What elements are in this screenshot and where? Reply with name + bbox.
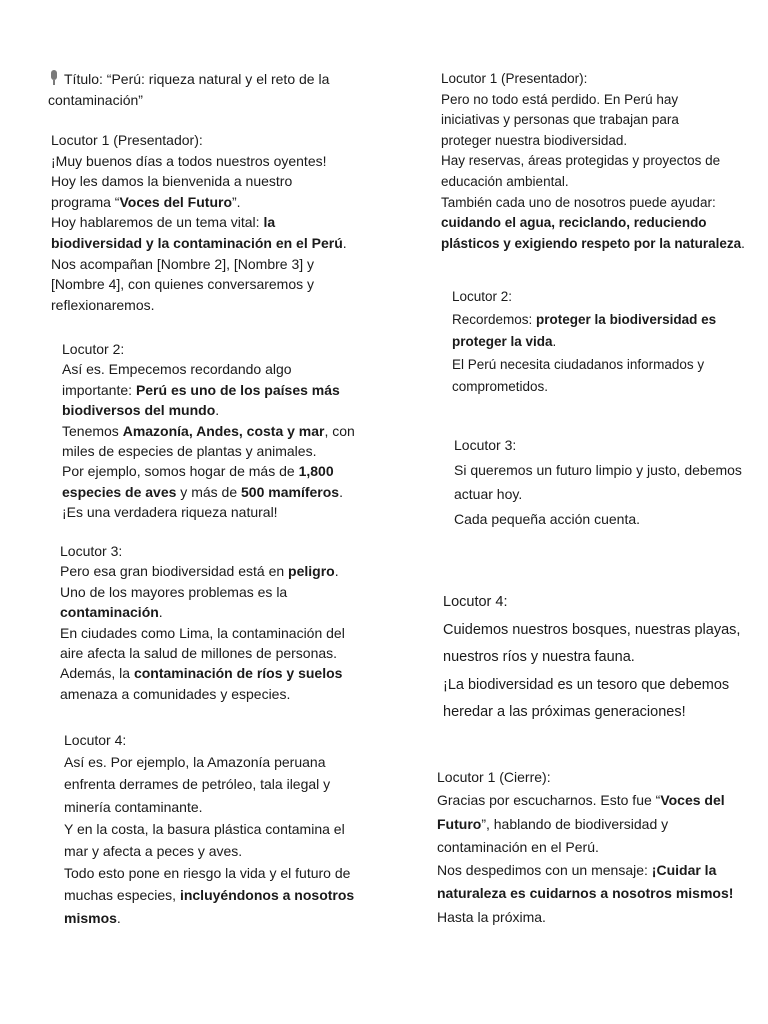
script-line: Hay reservas, áreas protegidas y proyectos de	[441, 153, 721, 169]
script-line: nuestros ríos y nuestra fauna.	[443, 649, 635, 665]
script-line: miles de especies de plantas y animales.	[62, 443, 317, 460]
script-block-locutor3	[60, 541, 345, 704]
script-line: ¡Es una verdadera riqueza natural!	[62, 504, 278, 521]
script-line: Hoy hablaremos de un tema vital: la	[51, 214, 276, 231]
script-block-locutor1-closing	[437, 766, 733, 929]
script-line: minería contaminante.	[64, 798, 203, 815]
speaker-label: Locutor 2:	[452, 289, 513, 304]
script-line: Futuro”, hablando de biodiversidad y	[437, 815, 669, 832]
microphone-icon	[48, 70, 60, 86]
script-line: ¡La biodiversidad es un tesoro que debemos	[443, 676, 730, 693]
script-line: comprometidos.	[452, 379, 549, 394]
script-line: En ciudades como Lima, la contaminación del	[60, 624, 345, 641]
script-line: enfrenta derrames de petróleo, tala ilegal y	[64, 776, 331, 793]
script-line: actuar hoy.	[454, 486, 523, 502]
script-line: importante: Perú es uno de los países más	[62, 381, 340, 398]
script-block-locutor2	[62, 339, 355, 523]
script-block-locutor4-closing	[443, 589, 740, 727]
script-line: programa “Voces del Futuro”.	[51, 193, 241, 210]
script-block-locutor2-closing	[452, 286, 716, 399]
script-line: muchas especies, incluyéndonos a nosotros	[64, 887, 355, 904]
speaker-label: Locutor 4:	[443, 594, 508, 610]
script-line: reflexionaremos.	[51, 296, 155, 313]
script-line: Pero no todo está perdido. En Perú hay	[441, 91, 679, 107]
speaker-label: Locutor 1 (Cierre):	[437, 769, 551, 785]
script-line: Uno de los mayores problemas es la	[60, 583, 288, 600]
script-line: Si queremos un futuro limpio y justo, debemos	[454, 461, 742, 478]
script-line: Así es. Empecemos recordando algo	[62, 361, 292, 378]
script-line: ¡Muy buenos días a todos nuestros oyentes!	[51, 152, 327, 169]
script-line: Tenemos Amazonía, Andes, costa y mar, con	[62, 422, 355, 439]
script-line: aire afecta la salud de millones de personas.	[60, 645, 338, 662]
script-line: proteger nuestra biodiversidad.	[441, 132, 628, 148]
speaker-label: Locutor 3:	[454, 437, 517, 453]
script-line: Cuidemos nuestros bosques, nuestras playas,	[443, 621, 741, 638]
script-block-locutor4	[64, 729, 354, 929]
script-line: contaminación.	[60, 604, 163, 621]
script-line: mismos.	[64, 909, 121, 926]
speaker-label: Locutor 1 (Presentador):	[51, 132, 203, 148]
speaker-label: Locutor 2:	[62, 341, 125, 357]
script-line: naturaleza es cuidarnos a nosotros mismos!	[437, 885, 734, 902]
script-line: mar y afecta a peces y aves.	[64, 843, 243, 860]
script-line: cuidando el agua, reciclando, reduciendo	[441, 215, 707, 231]
speaker-label: Locutor 4:	[64, 732, 127, 748]
script-line: biodiversidad y la contaminación en el Perú.	[51, 234, 347, 251]
script-line: biodiversos del mundo.	[62, 402, 220, 419]
script-line: [Nombre 4], con quienes conversaremos y	[51, 276, 315, 293]
script-line: Nos acompañan [Nombre 2], [Nombre 3] y	[51, 255, 315, 272]
script-line: Así es. Por ejemplo, la Amazonía peruana	[64, 754, 326, 771]
script-line: amenaza a comunidades y especies.	[60, 685, 291, 702]
script-line: Por ejemplo, somos hogar de más de 1,800	[62, 463, 334, 480]
script-line: Recordemos: proteger la biodiversidad es	[452, 311, 717, 327]
script-line: plásticos y exigiendo respeto por la naturaleza.	[441, 235, 745, 251]
script-line: Nos despedimos con un mensaje: ¡Cuidar la	[437, 862, 717, 879]
script-line: educación ambiental.	[441, 173, 569, 189]
script-line: contaminación en el Perú.	[437, 838, 599, 855]
script-line: especies de aves y más de 500 mamíferos.	[62, 483, 343, 500]
title-line-1: Título: “Perú: riqueza natural y el reto de la	[64, 71, 330, 87]
script-line: El Perú necesita ciudadanos informados y	[452, 356, 705, 372]
script-line: Y en la costa, la basura plástica contamina el	[64, 820, 345, 837]
speaker-label: Locutor 1 (Presentador):	[441, 71, 588, 86]
script-line: Todo esto pone en riesgo la vida y el futuro de	[64, 865, 351, 882]
script-line: Hoy les damos la bienvenida a nuestro	[51, 173, 293, 190]
document-title	[48, 69, 329, 110]
script-line: iniciativas y personas que trabajan para	[441, 112, 679, 128]
script-block-locutor1-middle	[441, 69, 745, 254]
script-line: proteger la vida.	[452, 334, 557, 349]
script-line: Hasta la próxima.	[437, 908, 546, 925]
script-line: heredar a las próximas generaciones!	[443, 704, 686, 720]
speaker-label: Locutor 3:	[60, 543, 123, 559]
script-block-locutor3-closing	[454, 433, 742, 531]
script-line: Gracias por escucharnos. Esto fue “Voces del	[437, 792, 725, 809]
script-line: Pero esa gran biodiversidad está en peligro.	[60, 563, 339, 580]
script-line: Cada pequeña acción cuenta.	[454, 510, 641, 527]
script-line: También cada uno de nosotros puede ayudar:	[441, 194, 716, 210]
script-line: Además, la contaminación de ríos y suelos	[60, 665, 343, 682]
script-block-locutor1-opening	[51, 130, 347, 315]
title-line-2: contaminación”	[48, 91, 143, 108]
